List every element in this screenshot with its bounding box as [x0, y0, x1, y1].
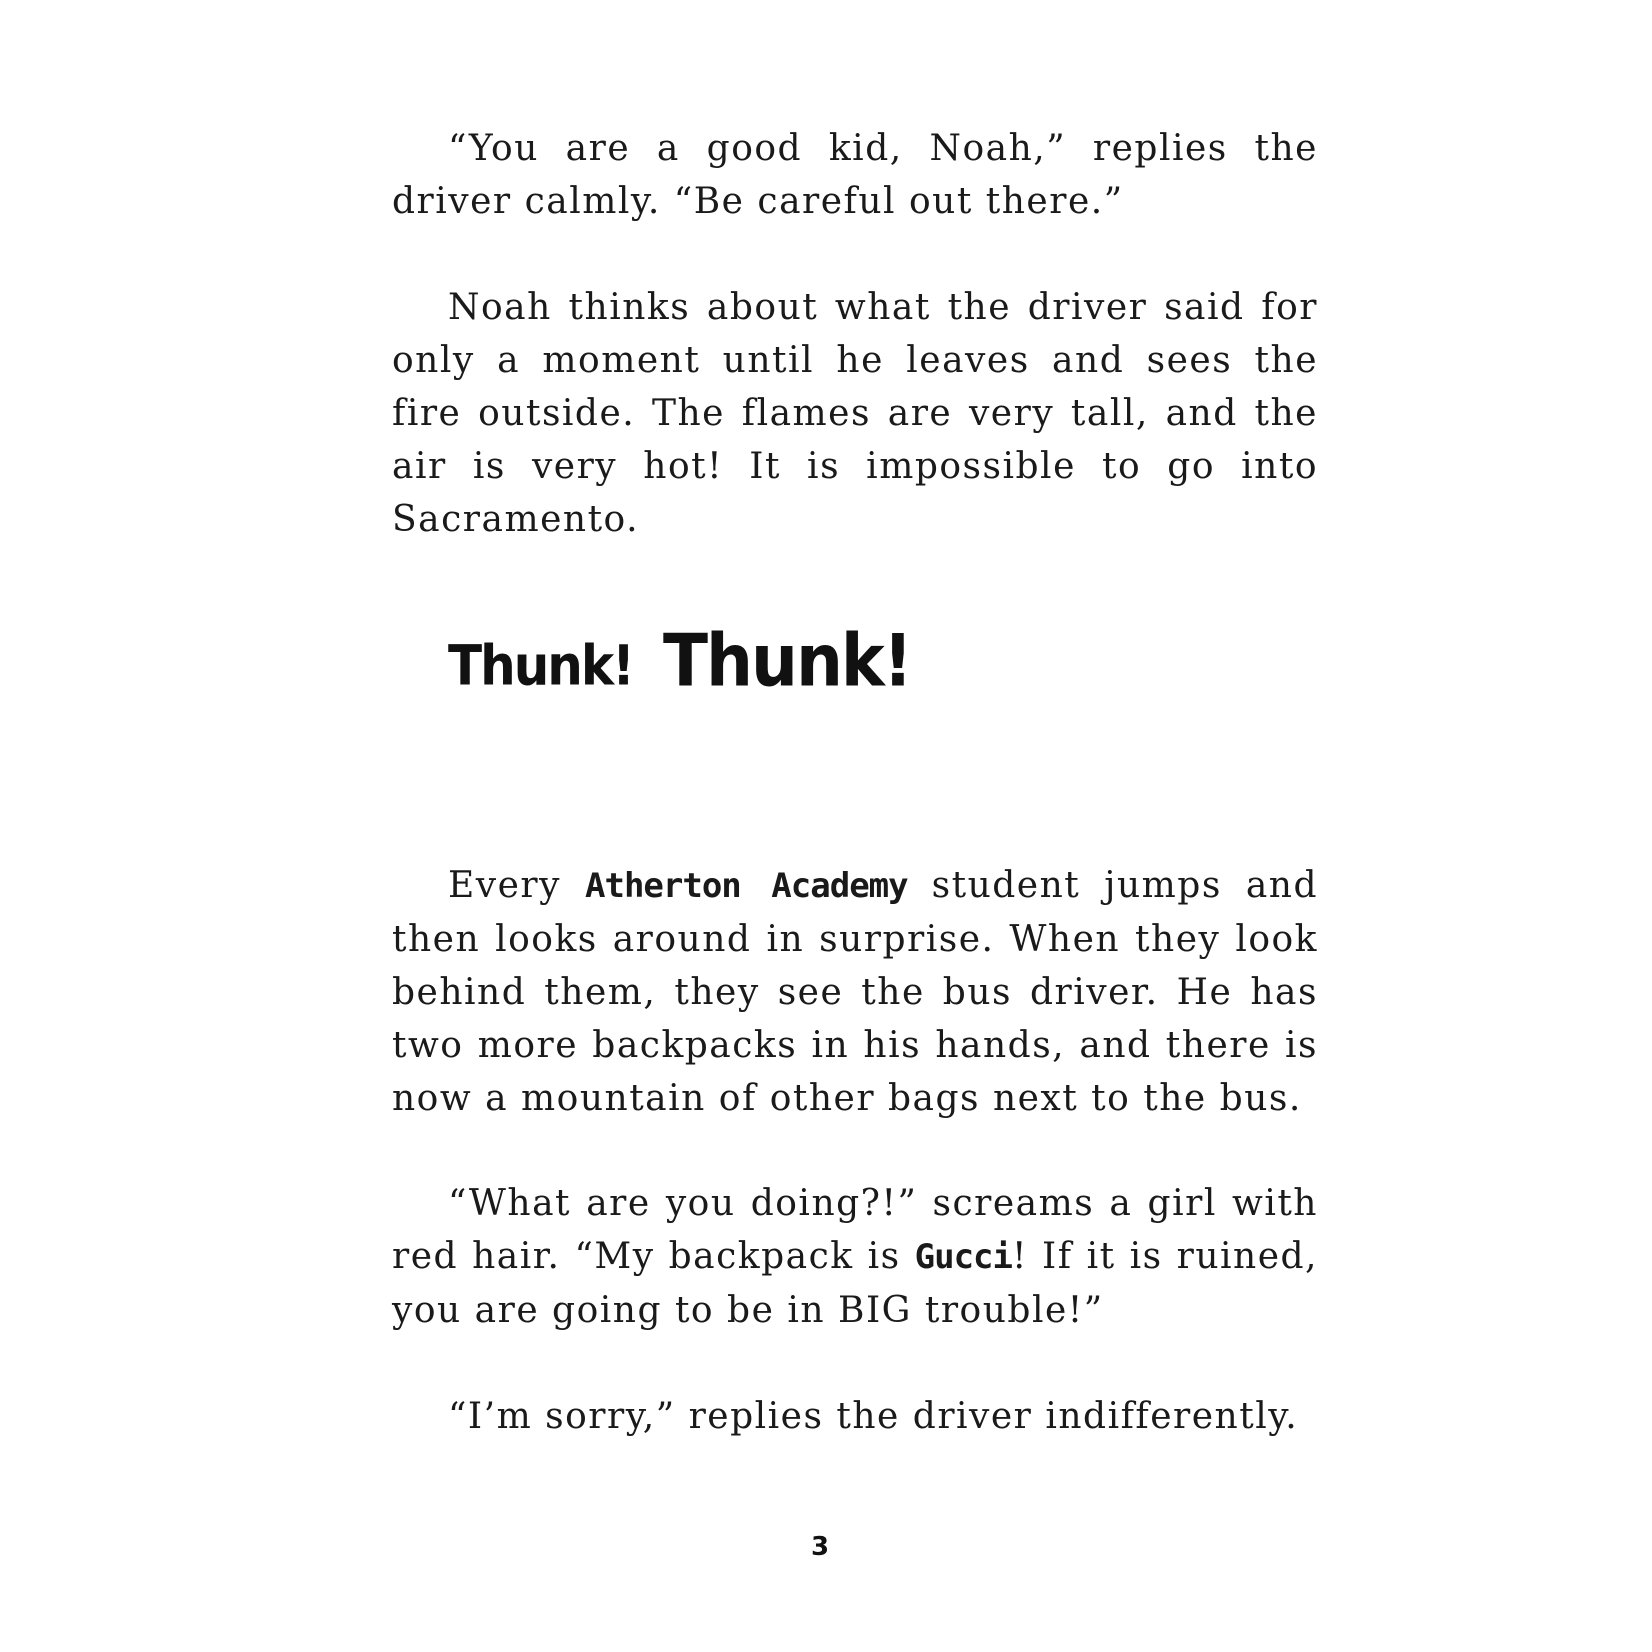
paragraph-text: Every	[448, 865, 585, 906]
paragraph-text: student jumps and then looks around in surprise. When they look behind them, they see the bus driver. He has two more backpacks in his hands, and there is now a mountain of other bags next to the bus.	[392, 865, 1319, 1119]
paragraph-text: “I’m sorry,” replies the driver indifferently.	[448, 1396, 1299, 1437]
paragraph-students-jump	[392, 859, 1318, 1125]
paragraph-driver-sorry	[392, 1390, 1318, 1443]
paragraph-text: “You are a good kid, Noah,” replies the driver calmly. “Be careful out there.”	[392, 128, 1318, 222]
sound-effect-word-2: Thunk!	[662, 618, 911, 703]
paragraph-driver-reply	[392, 122, 1318, 228]
sound-effect	[448, 618, 911, 703]
page-number: 3	[810, 1532, 830, 1562]
paragraph-text: ! If it is ruined, you are going to be in BIG trouble!”	[392, 1236, 1318, 1331]
school-name: Atherton Academy	[585, 866, 908, 906]
paragraph-noah-thinks	[392, 281, 1318, 546]
sound-effect-word-1: Thunk!	[448, 634, 633, 698]
paragraph-text: Noah thinks about what the driver said for only a moment until he leaves and sees the fire outside. The flames are very tall, and the air is very hot! It is impossible to go into Sacramento.	[392, 287, 1318, 540]
paragraph-text: “What are you doing?!” screams a girl with red hair. “My backpack is	[392, 1183, 1318, 1277]
paragraph-girl-screams	[392, 1177, 1318, 1337]
brand-name: Gucci	[914, 1237, 1012, 1277]
